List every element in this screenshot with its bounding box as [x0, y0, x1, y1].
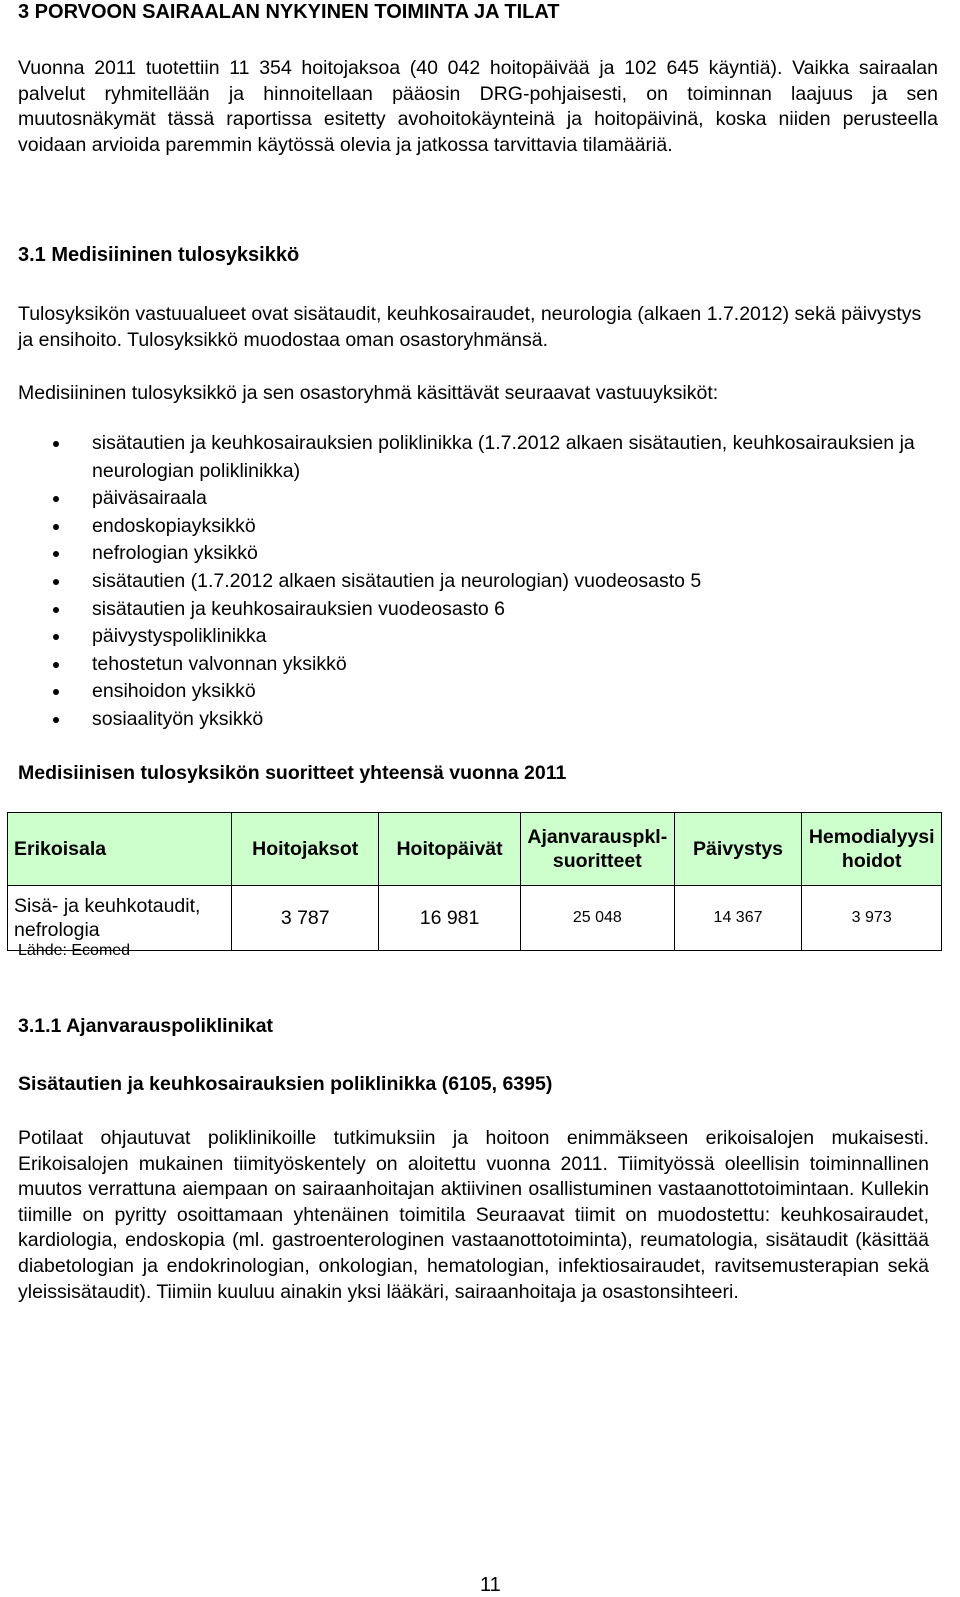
list-item: endoskopiayksikkö — [18, 513, 938, 541]
table-cell: 3 787 — [232, 886, 379, 951]
table-source: Lähde: Ecomed — [18, 942, 131, 959]
list-item: sosiaalityön yksikkö — [18, 706, 938, 734]
section-heading: 3 PORVOON SAIRAALAN NYKYINEN TOIMINTA JA TILAT — [18, 1, 560, 23]
table-row — [8, 886, 942, 951]
performance-table — [7, 812, 942, 951]
header-cell: Päivystys — [674, 813, 802, 886]
table-cell: 14 367 — [674, 886, 802, 951]
list-item: sisätautien ja keuhkosairauksien vuodeosasto 6 — [18, 596, 938, 624]
clinic-heading: Sisätautien ja keuhkosairauksien poliklinikka (6105, 6395) — [18, 1073, 553, 1095]
header-cell: Erikoisala — [8, 813, 232, 886]
table-caption: Medisiinisen tulosyksikön suoritteet yhteensä vuonna 2011 — [18, 762, 567, 784]
clinic-paragraph: Potilaat ohjautuvat poliklinikoille tutkimuksiin ja hoitoon enimmäkseen erikoisalojen mukaisesti. Erikoisalojen mukainen tiimityöskentely on aloitettu vuonna 2011. Tiimityössä oleellisin toiminnallinen muutos verrattuna aiempaan on sairaanhoitajan aktiivinen osallistuminen vastaanottotoimintaan. Kullekin tiimille on pyritty osoittamaan yhtenäinen toimitila Seuraavat tiimit on muodostettu: keuhkosairaudet, kardiologia, endoskopia (ml. gastroenterologinen vastaanottotoiminta), reumatologia, sisätaudit (käsittää diabetologian ja endokrinologian, onkologian, hematologian, infektiosairaudet, ravitsemusterapian sekä yleissisätaudit). Tiimiin kuuluu ainakin yksi lääkäri, sairaanhoitaja ja osastonsihteeri. — [18, 1127, 929, 1303]
header-cell: Ajanvarauspkl-suoritteet — [520, 813, 674, 886]
list-item: päivystyspoliklinikka — [18, 623, 938, 651]
table-cell: 25 048 — [520, 886, 674, 951]
list-item: sisätautien ja keuhkosairauksien poliklinikka (1.7.2012 alkaen sisätautien, keuhkosairauksien ja neurologian poliklinikka) — [18, 430, 938, 485]
subsection-heading: 3.1 Medisiininen tulosyksikkö — [18, 244, 300, 266]
responsibility-units-list — [18, 430, 938, 734]
page-number: 11 — [480, 1574, 501, 1596]
table-cell: 3 973 — [802, 886, 942, 951]
list-item: tehostetun valvonnan yksikkö — [18, 651, 938, 679]
header-cell: Hemodialyysi hoidot — [802, 813, 942, 886]
table-cell: Sisä- ja keuhkotaudit, nefrologia — [8, 886, 232, 951]
table-cell: 16 981 — [379, 886, 521, 951]
list-item: nefrologian yksikkö — [18, 540, 938, 568]
list-item: sisätautien (1.7.2012 alkaen sisätautien ja neurologian) vuodeosasto 5 — [18, 568, 938, 596]
header-cell: Hoitopäivät — [379, 813, 521, 886]
header-cell: Hoitojaksot — [232, 813, 379, 886]
responsibility-paragraph: Tulosyksikön vastuualueet ovat sisätaudit, keuhkosairaudet, neurologia (alkaen 1.7.2012) sekä päivystys ja ensihoito. Tulosyksikkö muodostaa oman osastoryhmänsä. — [18, 303, 922, 351]
intro-paragraph: Vuonna 2011 tuotettiin 11 354 hoitojaksoa (40 042 hoitopäivää ja 102 645 käyntiä). Vaikka sairaalan palvelut ryhmitellään ja hinnoitellaan pääosin DRG-pohjaisesti, on toiminnan laajuus ja sen muutosnäkymät tässä raportissa esitetty avohoitokäynteinä ja hoitopäivinä, koska niiden perusteella voidaan arvioida paremmin käytössä olevia ja jatkossa tarvittavia tilamääriä. — [18, 57, 938, 156]
table-header-row — [8, 813, 942, 886]
subsubsection-heading: 3.1.1 Ajanvarauspoliklinikat — [18, 1015, 274, 1037]
list-item: ensihoidon yksikkö — [18, 678, 938, 706]
list-item: päiväsairaala — [18, 485, 938, 513]
units-intro-paragraph: Medisiininen tulosyksikkö ja sen osastoryhmä käsittävät seuraavat vastuuyksiköt: — [18, 382, 719, 404]
